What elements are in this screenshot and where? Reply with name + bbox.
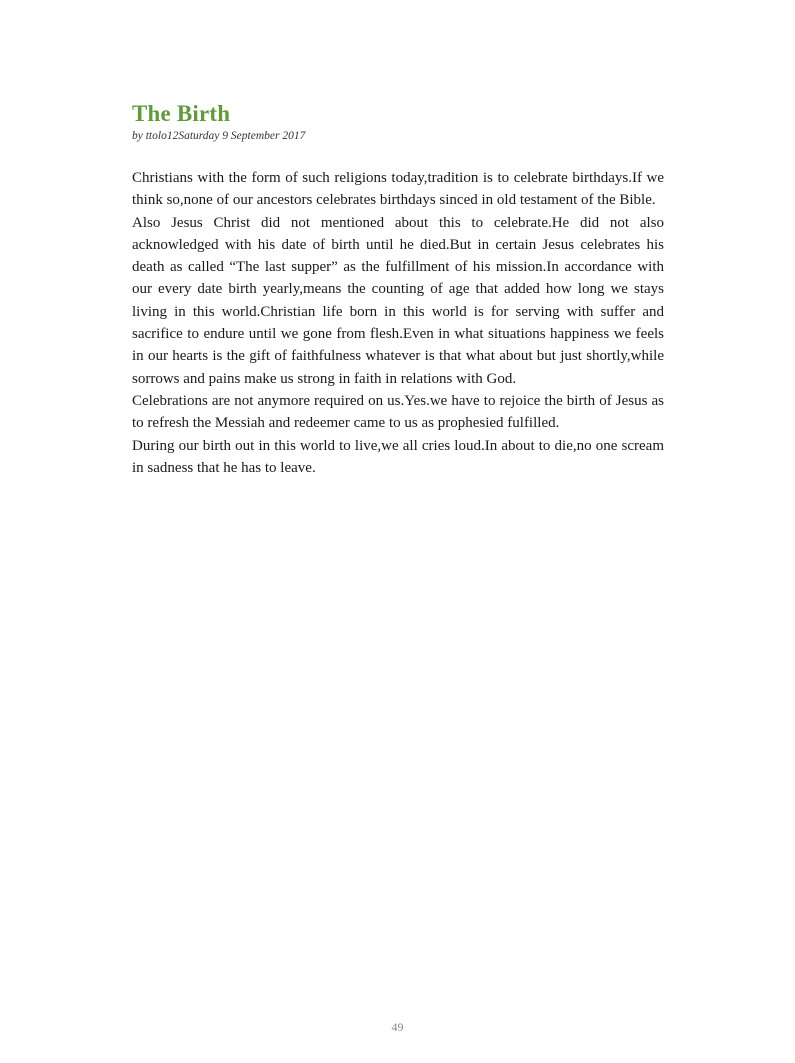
paragraph: Also Jesus Christ did not mentioned about this to celebrate.He did not also acknowledged with his date of birth until he died.But in certain Jesus celebrates his death as called “The last supper” as the fulfillment of his mission.In accordance with our every date birth yearly,means the counting of age that added how long we stays living in this world.Christian life born in this world is for serving with suffer and sacrifice to endure until we gone from flesh.Even in what situations happiness we feels in our hearts is the gift of faithfulness whatever is that what about but just shortly,while sorrows and pains make us strong in faith in relations with God. [132, 214, 664, 387]
paragraph: Celebrations are not anymore required on us.Yes.we have to rejoice the birth of Jesus as to refresh the Messiah and redeemer came to us as prophesied fulfilled. [132, 392, 664, 432]
page-number: 49 [391, 1020, 404, 1034]
article-body [132, 167, 664, 479]
paragraph: During our birth out in this world to live,we all cries loud.In about to die,no one scream in sadness that he has to leave. [132, 437, 664, 476]
byline: by ttolo12Saturday 9 September 2017 [132, 130, 306, 142]
paragraph: Christians with the form of such religions today,tradition is to celebrate birthdays.If we think so,none of our ancestors celebrates birthdays sinced in old testament of the Bible. [132, 170, 664, 209]
page-title: The Birth [132, 101, 231, 126]
